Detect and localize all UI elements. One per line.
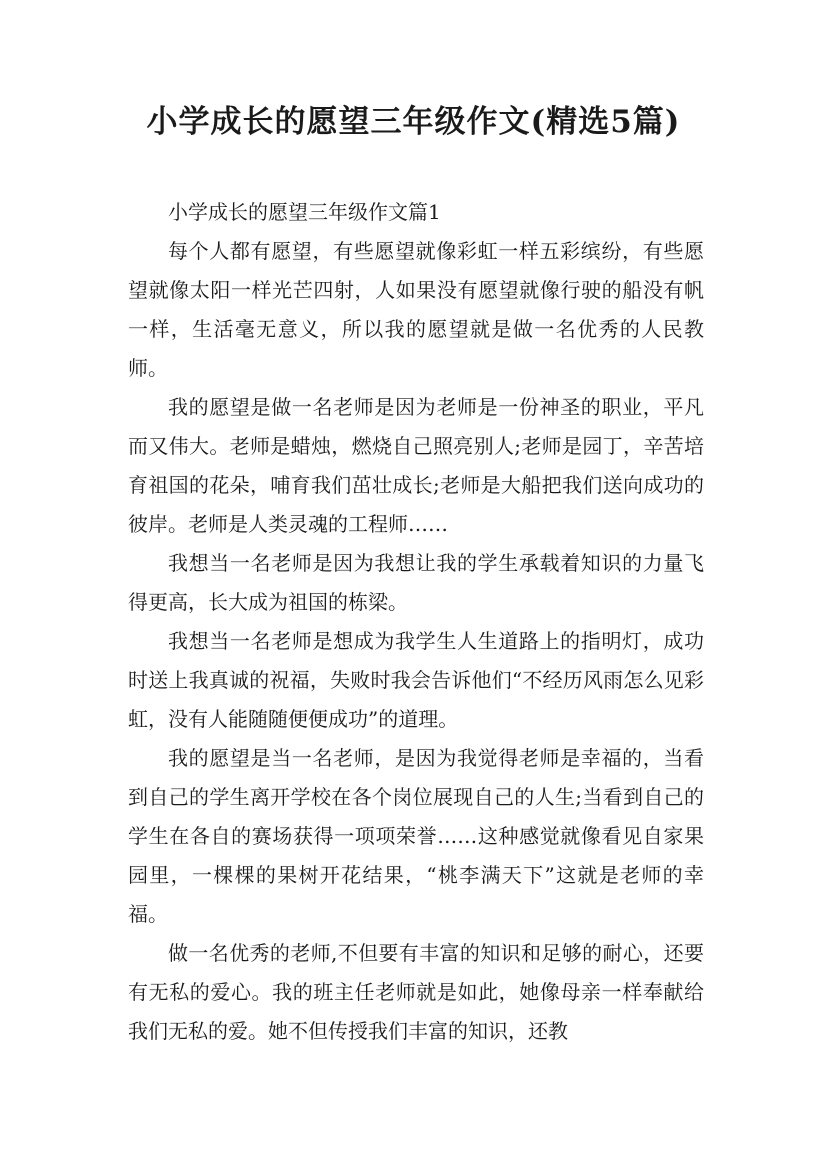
paragraph-3: 我想当一名老师是因为我想让我的学生承载着知识的力量飞得更高，长大成为祖国的栋梁。 bbox=[128, 551, 704, 614]
paragraph-4: 我想当一名老师是想成为我学生人生道路上的指明灯，成功时送上我真诚的祝福，失败时我会告诉他们“不经历风雨怎么见彩虹，没有人能随随便便成功”的道理。 bbox=[128, 629, 704, 731]
section-heading: 小学成长的愿望三年级作文篇1 bbox=[168, 200, 441, 224]
paragraph-5: 我的愿望是当一名老师，是因为我觉得老师是幸福的，当看到自己的学生离开学校在各个岗位展现自己的人生;当看到自己的学生在各自的赛场获得一项项荣誉……这种感觉就像看见自家果园里，一棵棵的果树开花结果，“桃李满天下”这就是老师的幸福。 bbox=[128, 746, 704, 926]
document-body bbox=[128, 193, 704, 1051]
paragraph-2: 我的愿望是做一名老师是因为老师是一份神圣的职业，平凡而又伟大。老师是蜡烛，燃烧自己照亮别人;老师是园丁，辛苦培育祖国的花朵，哺育我们茁壮成长;老师是大船把我们送向成功的彼岸。老师是人类灵魂的工程师…… bbox=[128, 395, 704, 536]
paragraph-1: 每个人都有愿望，有些愿望就像彩虹一样五彩缤纷，有些愿望就像太阳一样光芒四射，人如果没有愿望就像行驶的船没有帆一样，生活毫无意义，所以我的愿望就是做一名优秀的人民教师。 bbox=[128, 239, 704, 380]
paragraph-6: 做一名优秀的老师,不但要有丰富的知识和足够的耐心，还要有无私的爱心。我的班主任老师就是如此，她像母亲一样奉献给我们无私的爱。她不但传授我们丰富的知识，还教 bbox=[128, 941, 704, 1043]
document-title: 小学成长的愿望三年级作文(精选5篇) bbox=[146, 104, 681, 140]
